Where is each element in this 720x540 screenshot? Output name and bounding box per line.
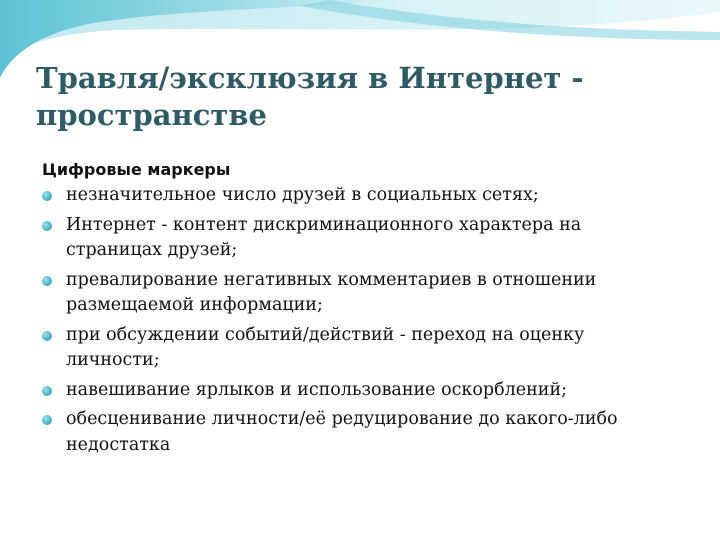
bullet-item [42, 407, 682, 458]
bullet-list [42, 183, 682, 458]
bullet-text: превалирование негативных комментариев в отношении размещаемой информации; [66, 269, 597, 315]
bullet-dot-icon [42, 191, 52, 201]
bullet-text: обесценивание личности/её редуцирование до какого-либо недостатка [66, 409, 618, 455]
bullet-dot-icon [42, 415, 52, 425]
bullet-dot-icon [42, 386, 52, 396]
bullet-item [42, 213, 682, 264]
bullet-dot-icon [42, 276, 52, 286]
bullet-item [42, 268, 682, 319]
bullet-dot-icon [42, 331, 52, 341]
bullet-item [42, 323, 682, 374]
bullet-text: при обсуждении событий/действий - переход на оценку личности; [66, 324, 585, 370]
slide-content [42, 158, 682, 462]
bullet-text: Интернет - контент дискриминационного характера на страницах друзей; [66, 214, 582, 260]
bullet-text: незначительное число друзей в социальных сетях; [66, 185, 539, 205]
bullet-dot-icon [42, 221, 52, 231]
subheading: Цифровые маркеры [42, 160, 231, 179]
bullet-text: навешивание ярлыков и использование оскорблений; [66, 379, 568, 400]
bullet-item [42, 378, 682, 404]
slide-title: Травля/эксклюзия в Интернет - пространстве [36, 61, 584, 132]
bullet-item [42, 183, 682, 209]
